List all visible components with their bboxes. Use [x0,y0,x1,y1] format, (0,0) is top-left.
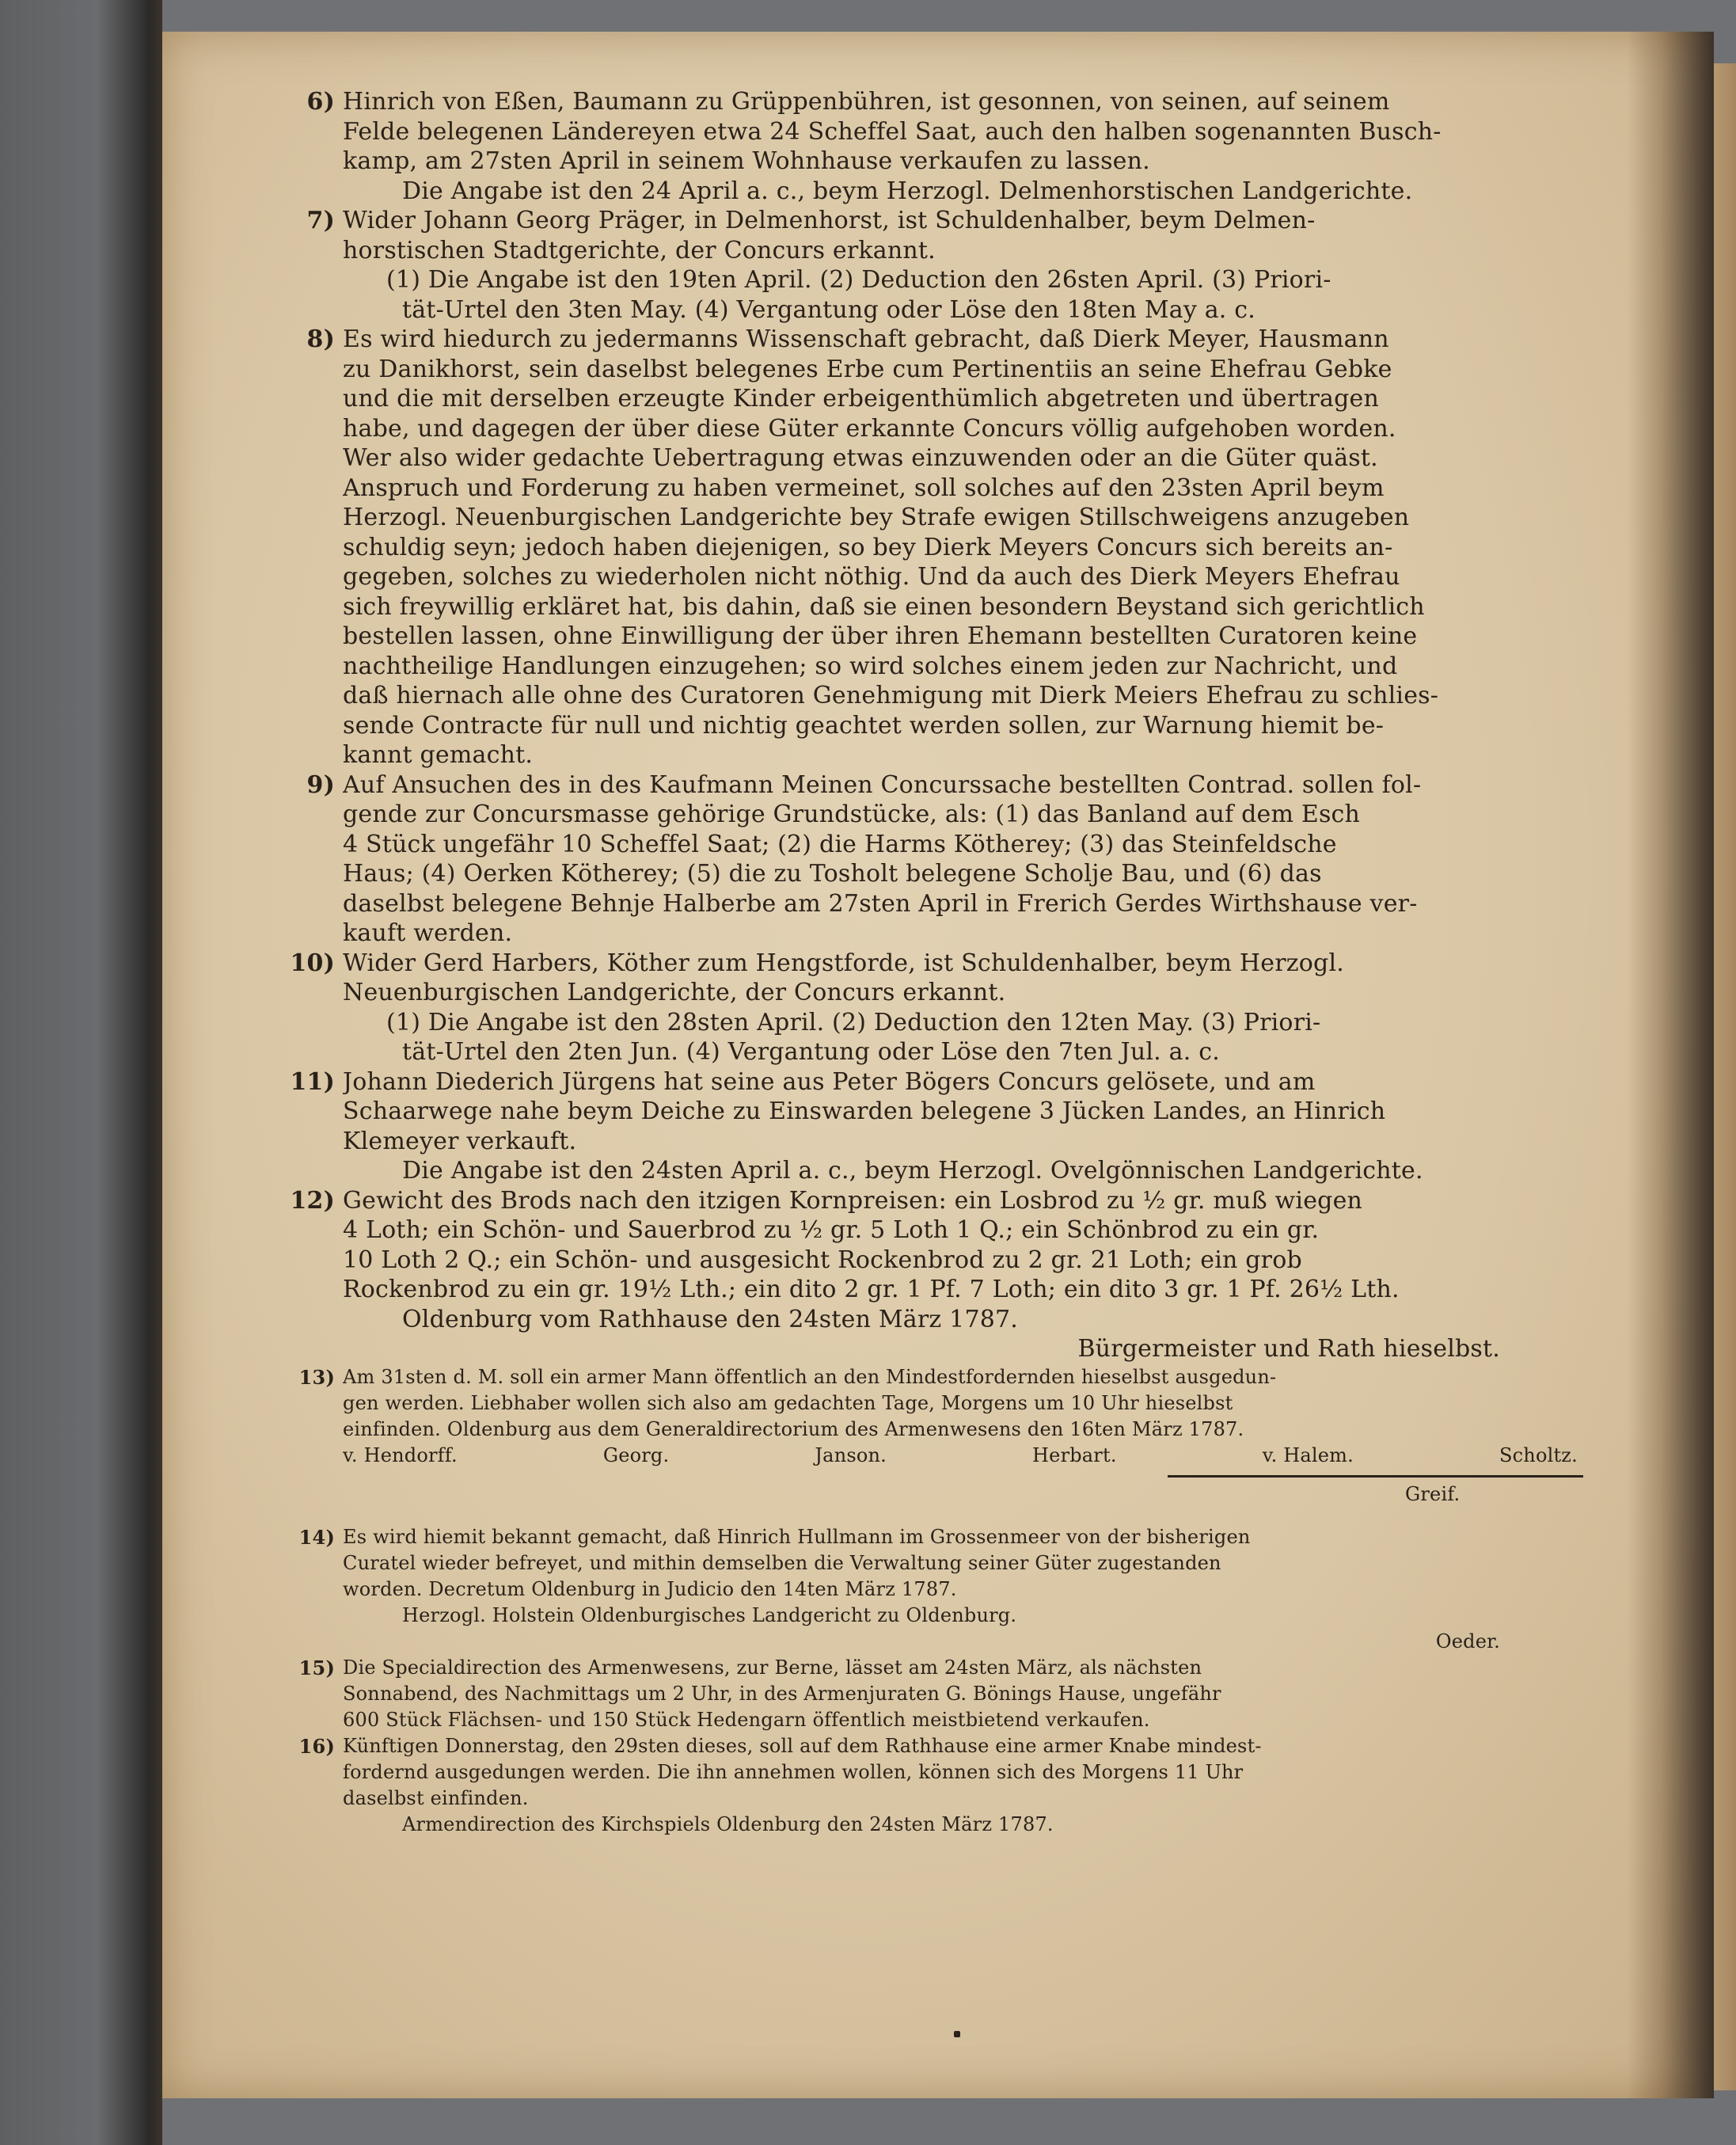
notice-number: 15) [298,1656,335,1679]
notice-line: 4 Stück ungefähr 10 Scheffel Saat; (2) die Harms Kötherey; (3) das Steinfeldsche [343,830,1337,858]
signature-name: Herbart. [1032,1443,1117,1466]
notice-signatory: Oeder. [1435,1630,1500,1652]
notice-line: Wider Gerd Harbers, Köther zum Hengstforde, ist Schuldenhalber, beym Herzogl. [343,949,1344,977]
notice-body [343,1733,1571,1838]
notice-body [343,1067,1571,1186]
signature-rule-block [273,1469,1571,1524]
notice-body [343,206,1571,325]
notice-subline: Die Angabe ist den 24 April a. c., beym Herzogl. Delmenhorstischen Landgerichte. [402,177,1413,205]
notice-line: Es wird hiemit bekannt gemacht, daß Hinrich Hullmann im Grossenmeer von der bisherigen [343,1525,1251,1548]
notice-number: 13) [298,1365,335,1389]
notice-line: Curatel wieder befreyet, und mithin demselben die Verwaltung seiner Güter zugestanden [343,1551,1221,1574]
notice-line: bestellen lassen, ohne Einwilligung der über ihren Ehemann bestellten Curatoren keine [343,622,1418,650]
signature-name: Scholtz. [1499,1443,1578,1466]
notice-line: Johann Diederich Jürgens hat seine aus Peter Bögers Concurs gelösete, und am [343,1067,1316,1096]
notice-line: sich freywillig erkläret hat, bis dahin, daß sie einen besondern Beystand sich gerichtlich [343,592,1425,621]
notice-line: daselbst belegene Behnje Halberbe am 27sten April in Frerich Gerdes Wirthshause ver- [343,889,1418,918]
notice-entry [273,1067,1571,1186]
notice-subline: Die Angabe ist den 24sten April a. c., beym Herzogl. Ovelgönnischen Landgerichte. [402,1157,1423,1185]
notice-line: Sonnabend, des Nachmittags um 2 Uhr, in des Armenjuraten G. Bönings Hause, ungefähr [343,1682,1221,1705]
notice-line: Anspruch und Forderung zu haben vermeinet, soll solches auf den 23sten April beym [343,473,1385,502]
notice-subline: tät-Urtel den 3ten May. (4) Vergantung oder Löse den 18ten May a. c. [402,295,1255,324]
notice-line: 10 Loth 2 Q.; ein Schön- und ausgesicht Rockenbrod zu 2 gr. 21 Loth; ein grob [343,1246,1302,1274]
notice-subline: tät-Urtel den 2ten Jun. (4) Vergantung oder Löse den 7ten Jul. a. c. [402,1038,1220,1066]
notice-line: Es wird hiedurch zu jedermanns Wissenschaft gebracht, daß Dierk Meyer, Hausmann [343,325,1389,353]
notice-signatory: Bürgermeister und Rath hieselbst. [1077,1335,1500,1363]
notice-body [343,1524,1571,1655]
notice-line: daselbst einfinden. [343,1786,529,1809]
notice-entry [273,1524,1571,1655]
page-text [273,87,1578,1838]
notice-number: 11) [290,1067,335,1096]
notice-subline: Armendirection des Kirchspiels Oldenburg den 24sten März 1787. [402,1812,1054,1835]
notice-number: 8) [306,325,335,353]
printer-mark [954,2031,960,2037]
notice-line: worden. Decretum Oldenburg in Judicio den 14ten März 1787. [343,1577,957,1600]
notice-line: Wer also wider gedachte Uebertragung etwas einzuwenden oder an die Güter quäst. [343,444,1378,472]
notice-line: Herzogl. Neuenburgischen Landgerichte bey Strafe ewigen Stillschweigens anzugeben [343,504,1410,531]
scanner-background [0,0,162,2145]
notice-line: Hinrich von Eßen, Baumann zu Grüppenbühren, ist gesonnen, von seinen, auf seinem [343,88,1390,116]
notice-entry [273,1364,1578,1469]
signature-name: Janson. [815,1443,887,1466]
notice-entry [273,1655,1571,1733]
notice-number: 10) [290,949,335,977]
notice-entry [273,87,1571,206]
notice-line: Am 31sten d. M. soll ein armer Mann öffentlich an den Mindestfordernden hieselbst ausgedun- [343,1365,1277,1388]
notice-line: horstischen Stadtgerichte, der Concurs erkannt. [343,236,936,264]
notice-number: 16) [298,1734,335,1758]
notice-entry [273,1733,1571,1838]
notice-line: Schaarwege nahe beym Deiche zu Einswarden belegene 3 Jücken Landes, an Hinrich [343,1097,1386,1125]
notice-line: Auf Ansuchen des in des Kaufmann Meinen Concurssache bestellten Contrad. sollen fol- [343,770,1422,799]
notice-line: kamp, am 27sten April in seinem Wohnhause verkaufen zu lassen. [343,147,1150,175]
notice-entry [273,949,1571,1067]
notice-line: gende zur Concursmasse gehörige Grundstücke, als: (1) das Banland auf dem Esch [343,801,1361,828]
notice-line: 600 Stück Flächsen- und 150 Stück Hedengarn öffentlich meistbietend verkaufen. [343,1708,1150,1731]
notice-subline: Herzogl. Holstein Oldenburgisches Landgericht zu Oldenburg. [402,1603,1017,1626]
signature-name: v. Hendorff. [343,1443,458,1466]
signature-line [343,1443,1578,1469]
signature-name: Georg. [602,1443,670,1466]
notice-number: 12) [290,1186,335,1215]
notice-body [343,1364,1578,1469]
notice-body [343,1655,1571,1733]
notice-line: Haus; (4) Oerken Kötherey; (5) die zu Tosholt belegene Scholje Bau, und (6) das [343,860,1322,888]
notice-number: 7) [306,207,335,234]
notice-line: Neuenburgischen Landgerichte, der Concurs erkannt. [343,979,1006,1006]
signature-name: v. Halem. [1262,1443,1354,1466]
notice-line: und die mit derselben erzeugte Kinder erbeigenthümlich abgetreten und übertragen [343,385,1380,413]
notice-number: 9) [306,770,335,799]
notice-line: gegeben, solches zu wiederholen nicht nöthig. Und da auch des Dierk Meyers Ehefrau [343,563,1400,591]
notice-entry [273,770,1571,949]
notice-number: 14) [298,1525,335,1549]
notice-line: einfinden. Oldenburg aus dem Generaldirectorium des Armenwesens den 16ten März 1787. [343,1417,1244,1440]
notice-line: habe, und dagegen der über diese Güter erkannte Concurs völlig aufgehoben worden. [343,414,1396,443]
notice-line: nachtheilige Handlungen einzugehen; so wird solches einem jeden zur Nachricht, und [343,652,1398,680]
notice-line: Wider Johann Georg Präger, in Delmenhorst, ist Schuldenhalber, beym Delmen- [343,207,1316,234]
notice-subline: Oldenburg vom Rathhause den 24sten März 1787. [402,1305,1019,1333]
notice-line: Gewicht des Brods nach den itzigen Kornpreisen: ein Losbrod zu ½ gr. muß wiegen [343,1186,1363,1215]
notice-line: schuldig seyn; jedoch haben diejenigen, so bey Dierk Meyers Concurs sich bereits an- [343,533,1393,561]
notice-line: 4 Loth; ein Schön- und Sauerbrod zu ½ gr. 5 Loth 1 Q.; ein Schönbrod zu ein gr. [343,1216,1320,1244]
notice-line: fordernd ausgedungen werden. Die ihn annehmen wollen, können sich des Morgens 11 Uhr [343,1760,1244,1783]
signature-rule [1168,1475,1583,1478]
notice-subline: (1) Die Angabe ist den 28sten April. (2) Deduction den 12ten May. (3) Priori- [386,1008,1321,1036]
notice-body [343,949,1571,1067]
notice-entry [273,1186,1571,1364]
page-gutter-shadow [1627,32,1714,2098]
notice-line: Die Specialdirection des Armenwesens, zur Berne, lässet am 24sten März, als nächsten [343,1656,1202,1679]
notice-line: Rockenbrod zu ein gr. 19½ Lth.; ein dito 2 gr. 1 Pf. 7 Loth; ein dito 3 gr. 1 Pf. 26½ Lth. [343,1276,1400,1303]
notice-entry [273,325,1571,770]
signature-name: Greif. [1405,1482,1461,1505]
notice-body [343,1186,1571,1364]
notice-body [343,87,1571,206]
notice-line: kauft werden. [343,919,513,947]
notice-body [343,770,1571,949]
notice-body [343,325,1571,770]
notice-subline: (1) Die Angabe ist den 19ten April. (2) Deduction den 26sten April. (3) Priori- [386,266,1331,294]
notice-line: Klemeyer verkauft. [343,1127,577,1155]
notice-line: Felde belegenen Ländereyen etwa 24 Scheffel Saat, auch den halben sogenannten Busch- [343,117,1442,146]
notice-line: kannt gemacht. [343,741,534,769]
notice-line: Künftigen Donnerstag, den 29sten dieses, soll auf dem Rathhause eine armer Knabe mindest- [343,1734,1262,1757]
notice-entry [273,206,1571,325]
notice-line: gen werden. Liebhaber wollen sich also am gedachten Tage, Morgens um 10 Uhr hieselbst [343,1391,1233,1414]
notice-line: sende Contracte für null und nichtig geachtet werden sollen, zur Warnung hiemit be- [343,711,1385,740]
notice-line: zu Danikhorst, sein daselbst belegenes Erbe cum Pertinentiis an seine Ehefrau Gebke [343,355,1392,383]
notice-number: 6) [306,88,335,116]
notice-line: daß hiernach alle ohne des Curatoren Genehmigung mit Dierk Meiers Ehefrau zu schlies- [343,682,1439,709]
